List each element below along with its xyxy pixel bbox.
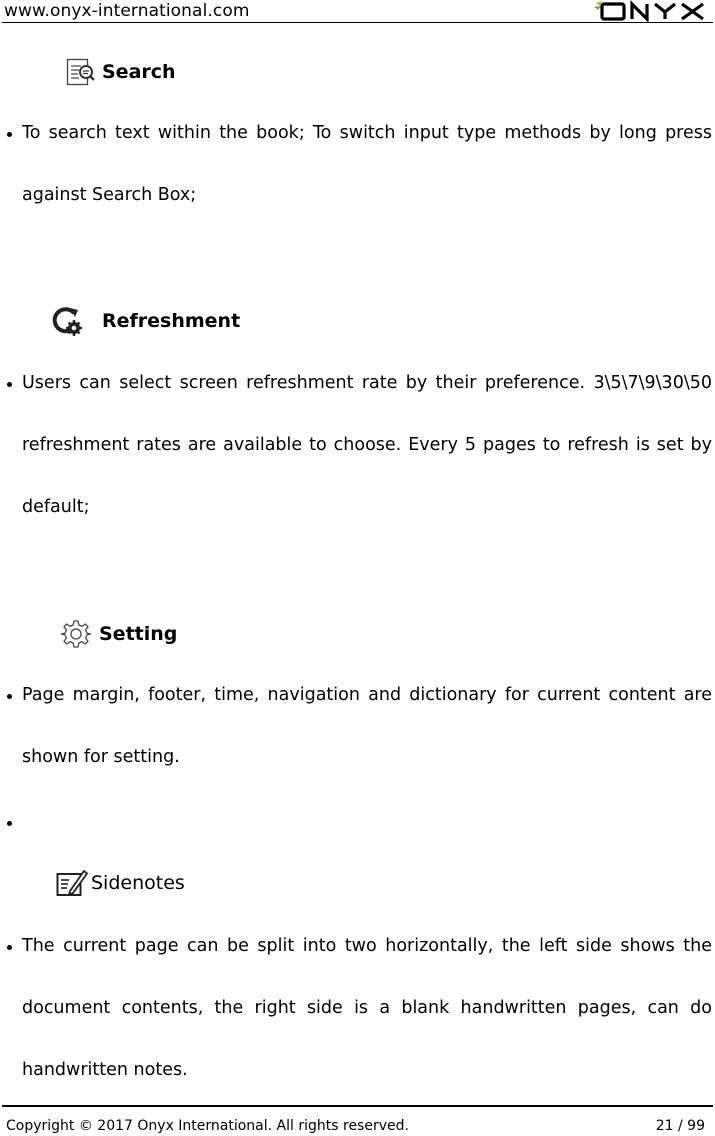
section-title-text: Search [102,61,176,83]
bullet [7,945,12,950]
text-line: To search text within the book; To switch input type methods by long press [22,123,712,143]
section-title-text: Setting [99,623,178,645]
footer-rule [2,1105,713,1107]
text-line: Users can select screen refreshment rate by their preference. 3\5\7\9\30\50 [22,373,712,393]
section-title-search [66,57,176,87]
search-document-icon [66,57,96,87]
onyx-logo [592,0,712,22]
gear-icon [61,619,91,649]
paragraph-refreshment [22,352,712,538]
page-number: 21 / 99 [655,1118,705,1134]
text-line: refreshment rates are available to choose. Every 5 pages to refresh is set by [22,435,712,455]
text-line: shown for setting. [22,747,180,767]
section-title-text: Sidenotes [91,872,185,894]
text-line: document contents, the right side is a blank handwritten pages, can do [22,998,712,1018]
paragraph-setting [22,664,712,788]
paragraph-sidenotes [22,915,712,1101]
text-line: Page margin, footer, time, navigation and dictionary for current content are [22,685,712,705]
section-title-sidenotes [56,869,185,897]
bullet [7,382,12,387]
site-url: www.onyx-international.com [4,1,250,21]
section-title-setting [61,619,177,649]
paragraph-search [22,102,712,226]
section-title-refreshment [50,305,240,337]
text-line: against Search Box; [22,185,197,205]
refresh-gear-icon [50,305,84,337]
sidenotes-pen-icon [56,869,88,897]
text-line: handwritten notes. [22,1060,188,1080]
text-line: default; [22,497,90,517]
bullet [7,694,12,699]
header-rule [2,22,713,23]
bullet [7,821,12,826]
bullet [7,132,12,137]
text-line: The current page can be split into two horizontally, the left side shows the [22,936,712,956]
section-title-text: Refreshment [102,310,241,332]
copyright-text: Copyright © 2017 Onyx International. All rights reserved. [6,1118,409,1134]
